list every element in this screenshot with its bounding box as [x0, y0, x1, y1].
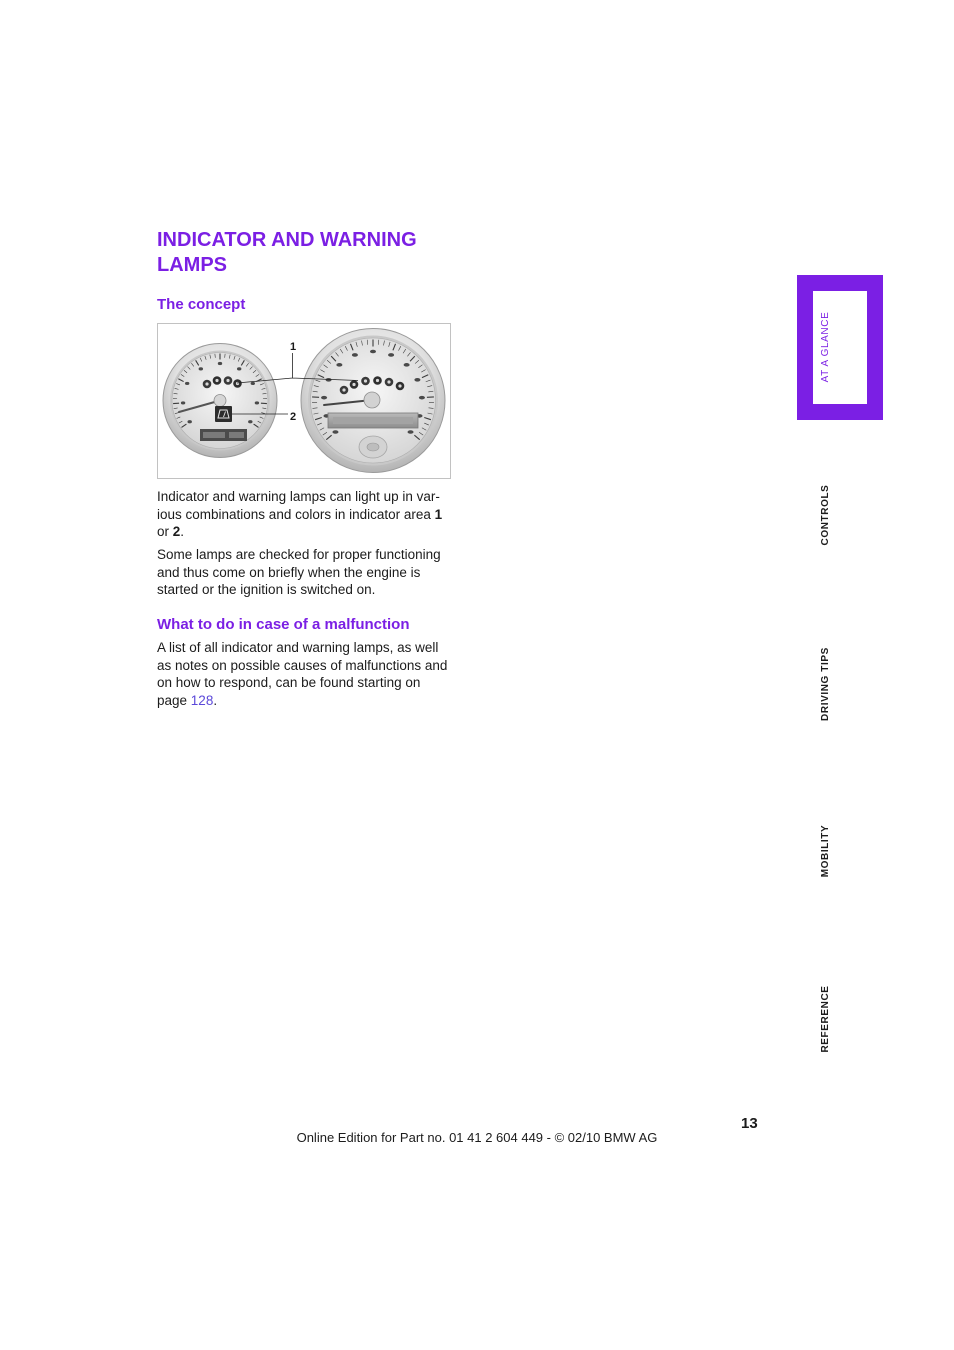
section-heading-concept: The concept: [157, 296, 246, 313]
page-link[interactable]: 128: [190, 692, 214, 708]
scale-number-mark: [404, 363, 410, 367]
malfunction-paragraph: [157, 639, 447, 709]
lamp-symbol: [236, 382, 239, 385]
scale-number-mark: [408, 430, 414, 434]
scale-number-mark: [332, 430, 338, 434]
lamp-symbol: [342, 388, 345, 391]
callout-label: 2: [290, 411, 297, 423]
scale-number-mark: [352, 353, 358, 357]
needle-hub: [214, 395, 226, 407]
scale-number-mark: [185, 382, 189, 385]
tab-reference[interactable]: REFERENCE: [820, 985, 831, 1053]
scale-number-mark: [414, 378, 420, 382]
lamp-symbol: [205, 382, 208, 385]
text-line: as notes on possible causes of malfunctions and: [157, 657, 448, 673]
area-reference-1: 1: [434, 506, 443, 522]
text-run: or: [157, 524, 173, 540]
scale-number-mark: [237, 367, 241, 370]
indicator-display-square: [215, 406, 232, 422]
footer-edition-note: Online Edition for Part no. 01 41 2 604 449 - © 02/10 BMW AG: [296, 1130, 658, 1145]
lamp-symbol: [398, 384, 401, 387]
lamp-symbol: [376, 379, 379, 382]
lamp-symbol: [387, 380, 390, 383]
text-line: [157, 523, 442, 541]
scale-number-mark: [419, 396, 425, 400]
needle-hub: [364, 392, 380, 408]
scale-number-mark: [248, 420, 252, 423]
speedometer-gauge: [301, 329, 445, 473]
scale-number-mark: [218, 362, 222, 365]
text-run: page: [157, 692, 191, 708]
lcd-segment: [203, 432, 225, 438]
text-line: Some lamps are checked for proper functioning: [157, 547, 441, 562]
lcd-segment: [229, 432, 244, 438]
lamp-symbol: [352, 383, 355, 386]
tab-driving-tips[interactable]: DRIVING TIPS: [820, 647, 831, 721]
scale-number-mark: [321, 396, 327, 400]
section-heading-malfunction: What to do in case of a malfunction: [157, 616, 410, 633]
page-title: [157, 228, 417, 278]
tab-mobility[interactable]: MOBILITY: [820, 824, 831, 878]
tab-controls[interactable]: CONTROLS: [820, 484, 831, 546]
instrument-cluster-illustration: [157, 323, 451, 479]
page-title-line: INDICATOR AND WARNING: [157, 229, 417, 251]
text-run: ious combinations and colors in indicator area: [157, 506, 435, 522]
text-line: Indicator and warning lamps can light up in var-: [157, 489, 440, 504]
scale-number-mark: [336, 363, 342, 367]
callout-label: 1: [290, 341, 297, 353]
page-number: 13: [741, 1115, 758, 1132]
tab-at-a-glance[interactable]: AT A GLANCE: [820, 311, 831, 383]
scale-number-mark: [388, 353, 394, 357]
gauge-button: [367, 443, 379, 451]
text-run: .: [213, 692, 218, 708]
scale-number-mark: [251, 382, 255, 385]
text-line: A list of all indicator and warning lamps, as well: [157, 640, 439, 655]
text-line: [157, 692, 447, 710]
text-line: started or the ignition is switched on.: [157, 582, 376, 598]
area-reference-2: 2: [172, 524, 181, 540]
lamp-symbol: [364, 379, 367, 382]
text-line: [157, 506, 442, 524]
scale-number-mark: [187, 420, 191, 423]
scale-number-mark: [181, 401, 185, 404]
lamp-symbol: [226, 379, 229, 382]
text-line: and thus come on briefly when the engine is: [157, 564, 421, 580]
scale-number-mark: [370, 350, 376, 354]
page-title-line: LAMPS: [157, 254, 227, 276]
scale-number-mark: [255, 401, 259, 404]
text-run: .: [180, 524, 185, 540]
lcd-segment: [333, 417, 413, 424]
concept-paragraph-1: [157, 488, 442, 541]
concept-paragraph-2: [157, 546, 441, 599]
text-line: on how to respond, can be found starting on: [157, 675, 421, 691]
indicator-area-2: [215, 406, 232, 422]
scale-number-mark: [199, 367, 203, 370]
lamp-symbol: [215, 379, 218, 382]
tachometer-gauge: [163, 344, 277, 458]
